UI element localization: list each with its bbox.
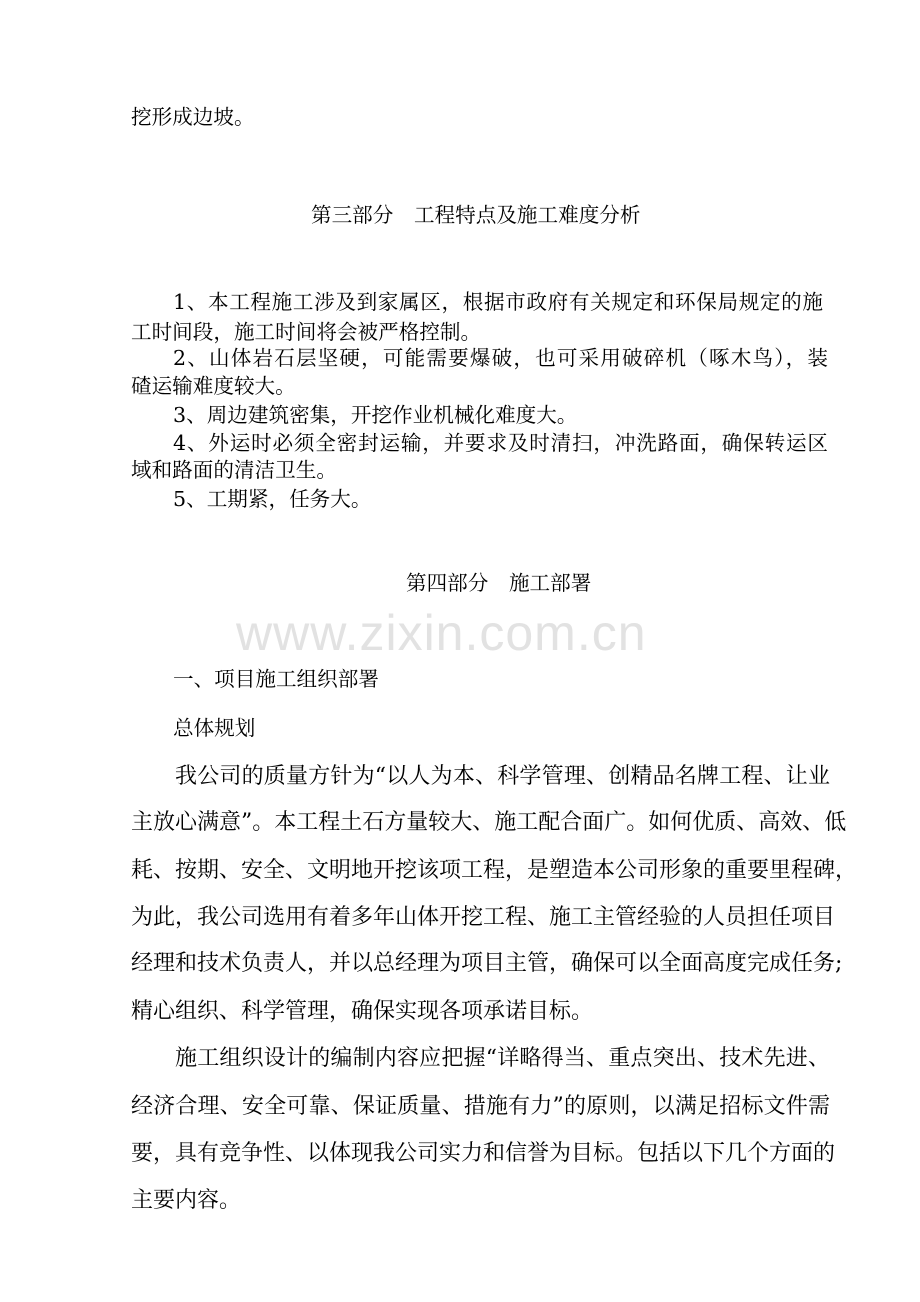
section4-subheading-2: 总体规划 bbox=[173, 716, 256, 740]
section3-line-3: 2、山体岩石层坚硬，可能需要爆破，也可采用破碎机（啄木鸟），装 bbox=[173, 346, 828, 370]
section3-line-6: 4、外运时必须全密封运输，并要求及时清扫，冲洗路面，确保转运区 bbox=[173, 431, 828, 455]
para2-line-1: 施工组织设计的编制内容应把握“详略得当、重点突出、技术先进、 bbox=[175, 1046, 830, 1071]
section3-line-5: 3、周边建筑密集，开挖作业机械化难度大。 bbox=[173, 403, 578, 427]
para1-line-5: 经理和技术负责人，并以总经理为项目主管，确保可以全面高度完成任务; bbox=[131, 951, 843, 976]
para1-line-6: 精心组织、科学管理，确保实现各项承诺目标。 bbox=[131, 999, 594, 1024]
section3-line-1: 1、本工程施工涉及到家属区，根据市政府有关规定和环保局规定的施 bbox=[173, 290, 823, 314]
para1-line-2: 主放心满意”。本工程土石方量较大、施工配合面广。如何优质、高效、低 bbox=[131, 810, 847, 835]
intro-tail-text: 挖形成边坡。 bbox=[131, 105, 255, 129]
section3-line-2: 工时间段，施工时间将会被严格控制。 bbox=[131, 320, 482, 344]
section3-line-8: 5、工期紧，任务大。 bbox=[173, 487, 372, 511]
section3-line-7: 域和路面的清洁卫生。 bbox=[131, 458, 337, 482]
section4-subheading: 一、项目施工组织部署 bbox=[173, 667, 379, 691]
para1-line-1: 我公司的质量方针为“以人为本、科学管理、创精品名牌工程、让业 bbox=[175, 764, 830, 789]
para1-line-4: 为此，我公司选用有着多年山体开挖工程、施工主管经验的人员担任项目 bbox=[131, 905, 836, 930]
section4-title: 第四部分 施工部署 bbox=[406, 571, 592, 595]
section3-line-4: 碴运输难度较大。 bbox=[131, 374, 296, 398]
para1-line-3: 耗、按期、安全、文明地开挖该项工程，是塑造本公司形象的重要里程碑， bbox=[131, 858, 858, 883]
para2-line-2: 经济合理、安全可靠、保证质量、措施有力”的原则，以满足招标文件需 bbox=[131, 1094, 830, 1119]
watermark: www.zixin.com.cn bbox=[236, 605, 647, 661]
para2-line-4: 主要内容。 bbox=[131, 1188, 242, 1213]
section3-title: 第三部分 工程特点及施工难度分析 bbox=[311, 203, 641, 227]
para2-line-3: 要，具有竞争性、以体现我公司实力和信誉为目标。包括以下几个方面的 bbox=[131, 1141, 836, 1166]
